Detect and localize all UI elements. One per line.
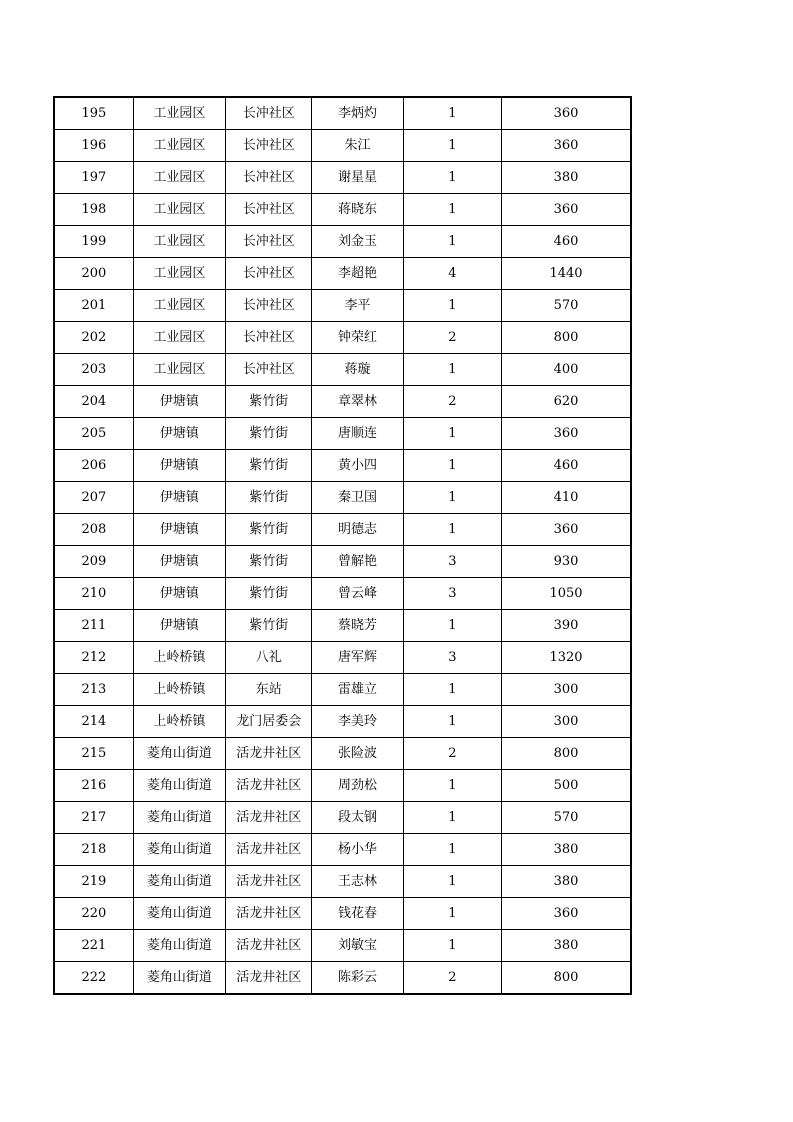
row-number-cell: 210 (54, 578, 133, 610)
community-cell: 紫竹街 (226, 482, 312, 514)
row-number-cell: 215 (54, 738, 133, 770)
area-cell: 伊塘镇 (133, 450, 225, 482)
community-cell: 长冲社区 (226, 130, 312, 162)
amount-cell: 400 (502, 354, 631, 386)
household-count-cell: 1 (403, 706, 501, 738)
area-cell: 菱角山街道 (133, 866, 225, 898)
name-cell: 朱江 (312, 130, 403, 162)
table-row (54, 802, 631, 834)
amount-cell: 300 (502, 706, 631, 738)
amount-cell: 1440 (502, 258, 631, 290)
community-cell: 活龙井社区 (226, 930, 312, 962)
row-number-cell: 198 (54, 194, 133, 226)
row-number-cell: 214 (54, 706, 133, 738)
community-cell: 紫竹街 (226, 578, 312, 610)
amount-cell: 360 (502, 194, 631, 226)
amount-cell: 800 (502, 962, 631, 995)
row-number-cell: 203 (54, 354, 133, 386)
row-number-cell: 197 (54, 162, 133, 194)
community-cell: 长冲社区 (226, 322, 312, 354)
amount-cell: 360 (502, 514, 631, 546)
amount-cell: 1050 (502, 578, 631, 610)
table-row (54, 578, 631, 610)
area-cell: 上岭桥镇 (133, 706, 225, 738)
table-row (54, 514, 631, 546)
area-cell: 工业园区 (133, 322, 225, 354)
name-cell: 李炳灼 (312, 97, 403, 130)
name-cell: 蒋璇 (312, 354, 403, 386)
area-cell: 菱角山街道 (133, 802, 225, 834)
amount-cell: 800 (502, 738, 631, 770)
name-cell: 钟荣红 (312, 322, 403, 354)
table-row (54, 706, 631, 738)
name-cell: 李美玲 (312, 706, 403, 738)
row-number-cell: 211 (54, 610, 133, 642)
community-cell: 长冲社区 (226, 290, 312, 322)
amount-cell: 390 (502, 610, 631, 642)
table-row (54, 354, 631, 386)
amount-cell: 500 (502, 770, 631, 802)
row-number-cell: 218 (54, 834, 133, 866)
community-cell: 活龙井社区 (226, 898, 312, 930)
community-cell: 长冲社区 (226, 194, 312, 226)
table-row (54, 770, 631, 802)
table-row (54, 258, 631, 290)
table-row (54, 450, 631, 482)
row-number-cell: 217 (54, 802, 133, 834)
row-number-cell: 216 (54, 770, 133, 802)
amount-cell: 1320 (502, 642, 631, 674)
household-count-cell: 1 (403, 482, 501, 514)
table-row (54, 418, 631, 450)
community-cell: 紫竹街 (226, 450, 312, 482)
table-row (54, 738, 631, 770)
amount-cell: 360 (502, 418, 631, 450)
area-cell: 菱角山街道 (133, 738, 225, 770)
community-cell: 活龙井社区 (226, 834, 312, 866)
household-count-cell: 1 (403, 770, 501, 802)
row-number-cell: 219 (54, 866, 133, 898)
community-cell: 活龙井社区 (226, 962, 312, 995)
community-cell: 紫竹街 (226, 546, 312, 578)
amount-cell: 800 (502, 322, 631, 354)
name-cell: 唐军辉 (312, 642, 403, 674)
household-count-cell: 3 (403, 642, 501, 674)
row-number-cell: 199 (54, 226, 133, 258)
amount-cell: 460 (502, 450, 631, 482)
community-cell: 东站 (226, 674, 312, 706)
amount-cell: 360 (502, 898, 631, 930)
row-number-cell: 204 (54, 386, 133, 418)
table-row (54, 962, 631, 995)
community-cell: 紫竹街 (226, 514, 312, 546)
row-number-cell: 200 (54, 258, 133, 290)
amount-cell: 460 (502, 226, 631, 258)
table-row (54, 546, 631, 578)
row-number-cell: 209 (54, 546, 133, 578)
area-cell: 工业园区 (133, 258, 225, 290)
amount-cell: 380 (502, 834, 631, 866)
community-cell: 活龙井社区 (226, 738, 312, 770)
name-cell: 陈彩云 (312, 962, 403, 995)
table-row (54, 642, 631, 674)
community-cell: 紫竹街 (226, 610, 312, 642)
household-count-cell: 2 (403, 386, 501, 418)
table-row (54, 866, 631, 898)
name-cell: 周劲松 (312, 770, 403, 802)
household-count-cell: 1 (403, 866, 501, 898)
area-cell: 伊塘镇 (133, 546, 225, 578)
name-cell: 刘敏宝 (312, 930, 403, 962)
row-number-cell: 208 (54, 514, 133, 546)
table-row (54, 834, 631, 866)
area-cell: 伊塘镇 (133, 514, 225, 546)
household-count-cell: 1 (403, 130, 501, 162)
name-cell: 李平 (312, 290, 403, 322)
amount-cell: 410 (502, 482, 631, 514)
area-cell: 工业园区 (133, 290, 225, 322)
table-row (54, 322, 631, 354)
household-count-cell: 1 (403, 450, 501, 482)
name-cell: 刘金玉 (312, 226, 403, 258)
row-number-cell: 202 (54, 322, 133, 354)
household-count-cell: 1 (403, 514, 501, 546)
row-number-cell: 213 (54, 674, 133, 706)
row-number-cell: 205 (54, 418, 133, 450)
table-row (54, 162, 631, 194)
area-cell: 伊塘镇 (133, 418, 225, 450)
table-row (54, 674, 631, 706)
table-row (54, 898, 631, 930)
area-cell: 上岭桥镇 (133, 642, 225, 674)
area-cell: 菱角山街道 (133, 898, 225, 930)
row-number-cell: 201 (54, 290, 133, 322)
household-count-cell: 1 (403, 418, 501, 450)
table-row (54, 610, 631, 642)
row-number-cell: 212 (54, 642, 133, 674)
name-cell: 谢星星 (312, 162, 403, 194)
household-count-cell: 3 (403, 546, 501, 578)
household-count-cell: 2 (403, 322, 501, 354)
roster-table-body (54, 97, 631, 994)
household-count-cell: 1 (403, 610, 501, 642)
table-row (54, 194, 631, 226)
amount-cell: 620 (502, 386, 631, 418)
name-cell: 张险波 (312, 738, 403, 770)
amount-cell: 300 (502, 674, 631, 706)
household-count-cell: 1 (403, 226, 501, 258)
household-count-cell: 1 (403, 194, 501, 226)
household-count-cell: 1 (403, 802, 501, 834)
name-cell: 钱花春 (312, 898, 403, 930)
name-cell: 蔡晓芳 (312, 610, 403, 642)
amount-cell: 360 (502, 97, 631, 130)
community-cell: 紫竹街 (226, 418, 312, 450)
row-number-cell: 221 (54, 930, 133, 962)
household-count-cell: 1 (403, 674, 501, 706)
area-cell: 工业园区 (133, 354, 225, 386)
name-cell: 明德志 (312, 514, 403, 546)
area-cell: 菱角山街道 (133, 930, 225, 962)
community-cell: 长冲社区 (226, 226, 312, 258)
community-cell: 长冲社区 (226, 258, 312, 290)
area-cell: 工业园区 (133, 130, 225, 162)
table-row (54, 97, 631, 130)
name-cell: 黄小四 (312, 450, 403, 482)
row-number-cell: 220 (54, 898, 133, 930)
amount-cell: 570 (502, 802, 631, 834)
name-cell: 曾云峰 (312, 578, 403, 610)
table-row (54, 482, 631, 514)
area-cell: 菱角山街道 (133, 962, 225, 995)
household-count-cell: 2 (403, 962, 501, 995)
name-cell: 杨小华 (312, 834, 403, 866)
household-count-cell: 1 (403, 162, 501, 194)
amount-cell: 930 (502, 546, 631, 578)
row-number-cell: 222 (54, 962, 133, 995)
row-number-cell: 196 (54, 130, 133, 162)
table-row (54, 130, 631, 162)
household-count-cell: 1 (403, 930, 501, 962)
table-row (54, 930, 631, 962)
name-cell: 王志林 (312, 866, 403, 898)
area-cell: 菱角山街道 (133, 834, 225, 866)
amount-cell: 360 (502, 130, 631, 162)
household-count-cell: 1 (403, 97, 501, 130)
community-cell: 活龙井社区 (226, 866, 312, 898)
household-count-cell: 1 (403, 898, 501, 930)
table-row (54, 386, 631, 418)
area-cell: 工业园区 (133, 226, 225, 258)
row-number-cell: 207 (54, 482, 133, 514)
amount-cell: 380 (502, 930, 631, 962)
household-count-cell: 1 (403, 834, 501, 866)
row-number-cell: 206 (54, 450, 133, 482)
household-count-cell: 1 (403, 290, 501, 322)
amount-cell: 380 (502, 866, 631, 898)
name-cell: 唐顺连 (312, 418, 403, 450)
area-cell: 伊塘镇 (133, 610, 225, 642)
area-cell: 工业园区 (133, 194, 225, 226)
area-cell: 工业园区 (133, 97, 225, 130)
area-cell: 伊塘镇 (133, 578, 225, 610)
amount-cell: 380 (502, 162, 631, 194)
roster-table (53, 96, 632, 995)
community-cell: 紫竹街 (226, 386, 312, 418)
household-count-cell: 3 (403, 578, 501, 610)
household-count-cell: 2 (403, 738, 501, 770)
row-number-cell: 195 (54, 97, 133, 130)
name-cell: 秦卫国 (312, 482, 403, 514)
community-cell: 活龙井社区 (226, 802, 312, 834)
community-cell: 长冲社区 (226, 354, 312, 386)
name-cell: 蒋晓东 (312, 194, 403, 226)
area-cell: 菱角山街道 (133, 770, 225, 802)
area-cell: 工业园区 (133, 162, 225, 194)
community-cell: 龙门居委会 (226, 706, 312, 738)
table-row (54, 290, 631, 322)
household-count-cell: 4 (403, 258, 501, 290)
name-cell: 段太钢 (312, 802, 403, 834)
area-cell: 伊塘镇 (133, 482, 225, 514)
household-count-cell: 1 (403, 354, 501, 386)
area-cell: 上岭桥镇 (133, 674, 225, 706)
area-cell: 伊塘镇 (133, 386, 225, 418)
community-cell: 长冲社区 (226, 97, 312, 130)
name-cell: 雷雄立 (312, 674, 403, 706)
name-cell: 曾解艳 (312, 546, 403, 578)
name-cell: 李超艳 (312, 258, 403, 290)
community-cell: 长冲社区 (226, 162, 312, 194)
community-cell: 活龙井社区 (226, 770, 312, 802)
amount-cell: 570 (502, 290, 631, 322)
name-cell: 章翠林 (312, 386, 403, 418)
community-cell: 八礼 (226, 642, 312, 674)
table-row (54, 226, 631, 258)
